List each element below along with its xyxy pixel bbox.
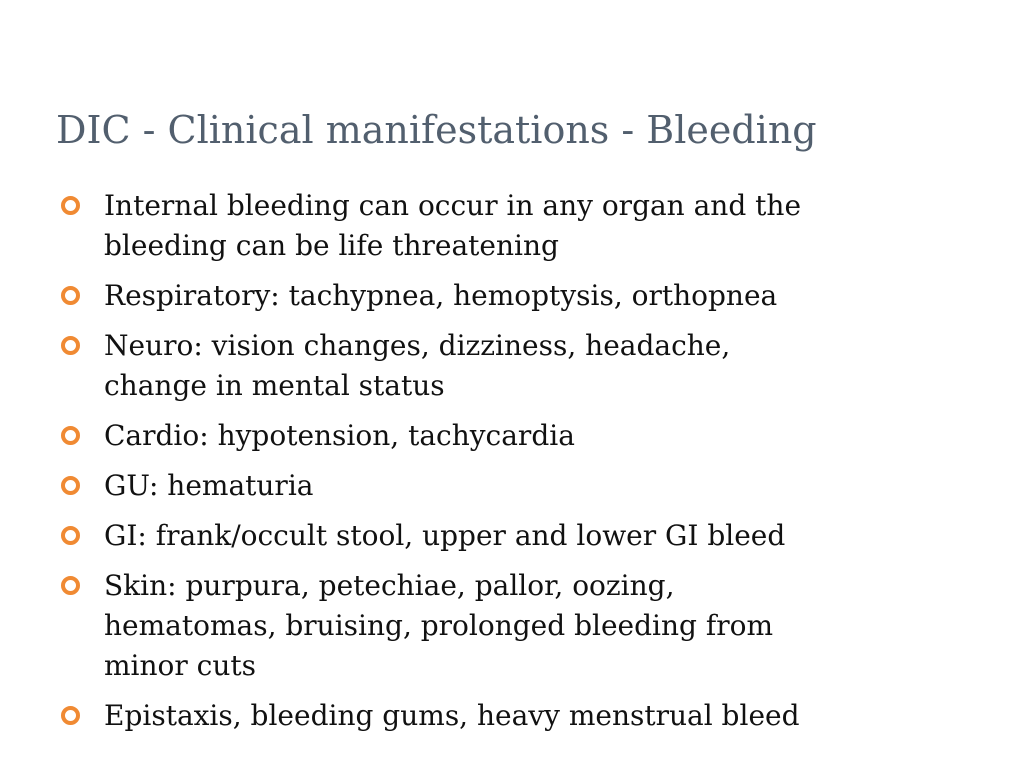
bullet-text: GU: hematuria <box>104 469 314 502</box>
bullet-text: Respiratory: tachypnea, hemoptysis, orthopnea <box>104 279 778 312</box>
bullet-item-internal-bleeding <box>58 186 888 266</box>
bullet-item-respiratory <box>58 276 888 316</box>
ring-bullet-icon <box>61 196 80 215</box>
bullet-item-epistaxis <box>58 696 888 736</box>
bullet-item-gi <box>58 516 888 556</box>
ring-bullet-icon <box>61 286 80 305</box>
bullet-text: Epistaxis, bleeding gums, heavy menstrual bleed <box>104 699 800 732</box>
slide-title: DIC - Clinical manifestations - Bleeding <box>56 108 817 152</box>
bullet-item-cardio <box>58 416 888 456</box>
bullet-text: Neuro: vision changes, dizziness, headache, change in mental status <box>104 329 731 402</box>
bullet-item-gu <box>58 466 888 506</box>
ring-bullet-icon <box>61 576 80 595</box>
bullet-list <box>58 186 888 746</box>
bullet-item-neuro <box>58 326 888 406</box>
ring-bullet-icon <box>61 706 80 725</box>
ring-bullet-icon <box>61 336 80 355</box>
bullet-text: Internal bleeding can occur in any organ and the bleeding can be life threatening <box>104 189 802 262</box>
bullet-text: GI: frank/occult stool, upper and lower GI bleed <box>104 519 786 552</box>
bullet-text: Skin: purpura, petechiae, pallor, oozing, hematomas, bruising, prolonged bleeding from minor cuts <box>104 569 773 682</box>
ring-bullet-icon <box>61 476 80 495</box>
bullet-item-skin <box>58 566 888 686</box>
bullet-text: Cardio: hypotension, tachycardia <box>104 419 575 452</box>
ring-bullet-icon <box>61 426 80 445</box>
ring-bullet-icon <box>61 526 80 545</box>
